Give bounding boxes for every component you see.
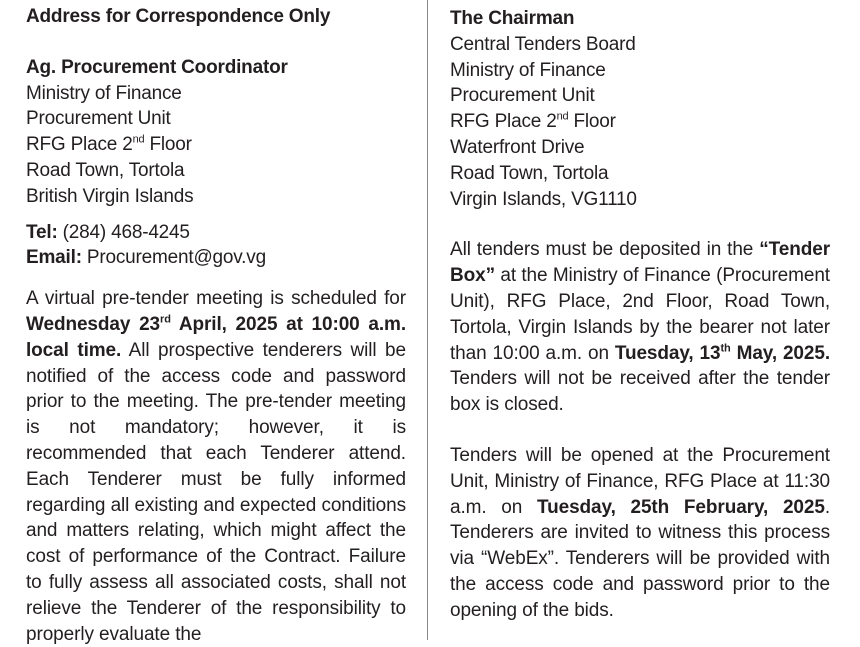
opening-date: Tuesday, 25th February, 2025 (537, 496, 825, 518)
email-label: Email: (26, 247, 82, 269)
right-address-line: Waterfront Drive (450, 136, 585, 158)
tender-box-label: “Tender Box” (450, 239, 830, 287)
tender-opening-paragraph: Tenders will be opened at the Procurement Unit, Ministry of Finance, RFG Place at 11:30 a.m. on Tuesday, 25th February, 2025. Tenderers are invited to witness this process via “WebEx”. Tenderers will be provided with the access code and password prior to the opening of the bids. (450, 444, 831, 621)
left-column (26, 0, 406, 647)
correspondence-heading: Address for Correspondence Only (26, 6, 331, 27)
right-address-line: Procurement Unit (450, 85, 595, 107)
left-addressee: Ag. Procurement Coordinator (26, 56, 288, 78)
deadline-date: Tuesday, 13th May, 2025. (614, 342, 831, 364)
left-address-line: Ministry of Finance (26, 82, 182, 104)
right-address-line: Ministry of Finance (450, 59, 606, 81)
left-address-line: Procurement Unit (26, 108, 171, 130)
right-address-line: Virgin Islands, VG1110 (450, 188, 637, 210)
tel-value: (284) 468-4245 (57, 221, 190, 243)
email-line (26, 245, 406, 271)
right-address-rfg: RFG Place 2nd Floor (450, 110, 616, 133)
left-address-rfg: RFG Place 2nd Floor (26, 133, 192, 156)
left-address-line: British Virgin Islands (26, 185, 194, 207)
right-address-line: Central Tenders Board (450, 33, 636, 55)
tel-label: Tel: (26, 221, 58, 243)
left-address-line: Road Town, Tortola (26, 159, 185, 181)
right-column (450, 0, 830, 624)
meeting-date: Wednesday 23rd April, 2025 at 10:00 a.m. local time. (26, 313, 406, 361)
pre-tender-meeting-paragraph: A virtual pre-tender meeting is scheduled for Wednesday 23rd April, 2025 at 10:00 a.m. local time. All prospective tenderers will be notified of the access code and password prior to the meeting. The pre-tender meeting is not mandatory; however, it is recommended that each Tenderer attend. Each Tenderer must be fully informed regarding all existing and expected conditions and matters relating, which might affect the cost of performance of the Contract. Failure to fully assess all associated costs, shall not relieve the Tenderer of the responsibility to properly evaluate the (26, 288, 406, 645)
right-address-line: Road Town, Tortola (450, 162, 609, 184)
right-addressee: The Chairman (450, 8, 575, 29)
email-value[interactable]: Procurement@gov.vg (81, 247, 266, 269)
tender-deposit-paragraph: All tenders must be deposited in the “Tender Box” at the Ministry of Finance (Procurement Unit), RFG Place, 2nd Floor, Road Town, Tortola, Virgin Islands by the bearer not later than 10:00 a.m. on Tuesday, 13th May, 2025. Tenders will not be received after the tender box is closed. (450, 239, 831, 416)
tel-line (26, 220, 406, 246)
column-divider (427, 0, 428, 640)
